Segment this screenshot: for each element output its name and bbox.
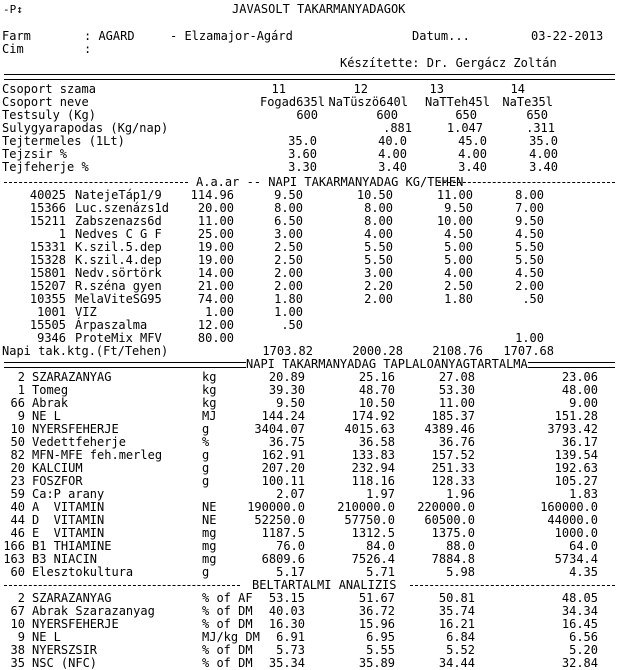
nutrient-name: SZARAZANYAG [32, 370, 112, 384]
feed-amount: 1.00 [515, 331, 544, 345]
nutrient-code: 66 [10, 396, 25, 410]
nutrient-value: 207.20 [261, 461, 305, 475]
group-value: 3.60 [288, 147, 317, 161]
group-row-label: Tejzsir % [2, 147, 68, 161]
feed-amount: 1.80 [274, 292, 303, 306]
feed-price: 25.00 [197, 227, 234, 241]
nutrient-value: 44000.0 [547, 513, 598, 527]
analysis-code: 35 [10, 656, 25, 670]
dash-divider [4, 182, 188, 183]
feed-amount: 4.50 [515, 227, 544, 241]
nutrient-unit: % [202, 435, 210, 449]
feed-name: VIZ [75, 305, 97, 319]
cost-value: 1707.68 [503, 344, 554, 358]
nutrient-value: 25.16 [358, 370, 395, 384]
feed-amount: 2.00 [274, 279, 303, 293]
feed-code: 15207 [29, 279, 66, 293]
group-value: 650 [526, 108, 548, 122]
group-value: 650 [455, 108, 477, 122]
farm-name: - Elzamajor-Agárd [170, 29, 293, 43]
nutrient-value: 4389.46 [424, 422, 475, 436]
nutrient-value: 232.94 [351, 461, 395, 475]
analysis-value: 35.74 [438, 604, 475, 618]
feed-amount: 4.00 [444, 266, 473, 280]
nutrient-value: 7884.8 [431, 552, 475, 566]
group-value: Fogad635l [259, 95, 325, 109]
feed-price: 19.00 [197, 253, 234, 267]
nutrient-value: 9.50 [276, 396, 305, 410]
feed-amount: 5.50 [364, 240, 393, 254]
feed-code: 15801 [29, 266, 66, 280]
analysis-value: 32.84 [561, 656, 598, 670]
analysis-name: NE L [32, 630, 61, 644]
nutrient-value: 1.83 [569, 487, 598, 501]
feed-price: 80.00 [197, 331, 234, 345]
analysis-value: 6.56 [569, 630, 598, 644]
analysis-value: 5.20 [569, 643, 598, 657]
group-value: 4.00 [378, 147, 407, 161]
group-value: 3.40 [529, 160, 558, 174]
nutrient-name: D VITAMIN [32, 513, 105, 527]
nutrient-value: 36.17 [561, 435, 598, 449]
group-value: NaTTeh45l [424, 95, 490, 109]
analysis-value: 16.21 [438, 617, 475, 631]
nutrient-code: 10 [10, 422, 25, 436]
nutrient-value: 53.30 [438, 383, 475, 397]
nutrient-value: 220000.0 [417, 500, 475, 514]
nutrient-code: 23 [10, 474, 25, 488]
group-value: 40.0 [378, 134, 407, 148]
analysis-unit: % of AF [202, 591, 253, 605]
nutrient-name: Tomeg [32, 383, 69, 397]
nutrient-code: 20 [10, 461, 25, 475]
nutrient-value: 57750.0 [344, 513, 395, 527]
feed-name: ProteMix MFV [75, 331, 162, 345]
nutrient-value: 185.37 [431, 409, 475, 423]
nutrient-value: 11.00 [438, 396, 475, 410]
nutrient-name: NE L [32, 409, 61, 423]
nutrient-value: 192.63 [554, 461, 598, 475]
nutrient-code: 44 [10, 513, 25, 527]
feed-code: 15328 [29, 253, 66, 267]
nutrient-value: 118.16 [351, 474, 395, 488]
analysis-value: 34.44 [438, 656, 475, 670]
feed-amount: 5.50 [364, 253, 393, 267]
nutrient-value: 1.96 [446, 487, 475, 501]
analysis-value: 6.91 [276, 630, 305, 644]
nutrient-unit: g [202, 448, 210, 462]
nutrient-value: 76.0 [276, 539, 305, 553]
group-value: 4.00 [529, 147, 558, 161]
nutrient-value: 2.07 [276, 487, 305, 501]
feed-amount: 8.00 [364, 214, 393, 228]
nutrient-value: 60500.0 [424, 513, 475, 527]
nutrient-code: 9 [17, 409, 25, 423]
feed-amount: 6.50 [274, 214, 303, 228]
group-row-label: Tejtermeles (1Lt) [2, 134, 125, 148]
group-value: 45.0 [458, 134, 487, 148]
group-value: 1.047 [446, 121, 483, 135]
nutrient-value: 7526.4 [351, 552, 395, 566]
feed-amount: 2.00 [515, 279, 544, 293]
analysis-header: BELTARTALMI ANALIZIS [252, 578, 397, 592]
nutrient-name: FOSZFOR [32, 474, 83, 488]
nutrient-value: 84.0 [366, 539, 395, 553]
nutrient-unit: NE [202, 500, 217, 514]
feed-amount: 5.00 [444, 253, 473, 267]
feed-amount: .50 [522, 292, 544, 306]
feed-price: 74.00 [197, 292, 234, 306]
analysis-code: 67 [10, 604, 25, 618]
nutrient-value: 139.54 [554, 448, 598, 462]
analysis-name: Abrak Szarazanyag [32, 604, 155, 618]
nutrient-unit: NE [202, 513, 217, 527]
feed-price: 14.00 [197, 266, 234, 280]
feed-code: 15331 [29, 240, 66, 254]
nutrient-value: 3404.07 [254, 422, 305, 436]
group-value: 3.30 [288, 160, 317, 174]
feed-code: 15366 [29, 201, 66, 215]
analysis-value: 35.34 [268, 656, 305, 670]
group-value: 11 [271, 82, 286, 96]
analysis-name: NYERSZSIR [32, 643, 98, 657]
feed-amount: 10.50 [356, 188, 393, 202]
analysis-value: 51.67 [358, 591, 395, 605]
analysis-unit: % of DM [202, 656, 253, 670]
feed-amount: 5.50 [515, 253, 544, 267]
feed-price: 20.00 [197, 201, 234, 215]
group-value: 3.40 [458, 160, 487, 174]
feed-amount: 8.00 [274, 201, 303, 215]
dash-divider [4, 585, 240, 586]
double-divider [4, 74, 615, 80]
analysis-code: 2 [17, 591, 25, 605]
nutrient-value: 1000.0 [554, 526, 598, 540]
feed-amount: 2.50 [274, 253, 303, 267]
group-value: .311 [526, 121, 555, 135]
nutrient-value: 190000.0 [247, 500, 305, 514]
feed-name: K.szil.5.dep [75, 240, 162, 254]
feed-name: Nedves C G F [75, 227, 162, 241]
nutrient-unit: g [202, 422, 210, 436]
feed-name: Árpaszalma [75, 318, 148, 332]
nutrient-unit: g [202, 461, 210, 475]
feed-amount: 1.00 [274, 305, 303, 319]
feeds-header: A.a.ar -- NAPI TAKARMANYADAG KG/TEHEN [196, 175, 464, 189]
nutrient-name: B1 THIAMINE [32, 539, 112, 553]
nutrient-unit: mg [202, 552, 217, 566]
feed-amount: 4.00 [364, 227, 393, 241]
feed-name: NatejeTáp1/9 [75, 188, 162, 202]
feed-amount: 5.50 [515, 240, 544, 254]
feed-amount: 3.00 [364, 266, 393, 280]
report-title: JAVASOLT TAKARMANYADAGOK [232, 2, 406, 16]
nutrient-name: KALCIUM [32, 461, 83, 475]
group-value: 35.0 [288, 134, 317, 148]
analysis-value: 16.30 [268, 617, 305, 631]
feed-amount: 4.50 [515, 266, 544, 280]
group-value: 600 [296, 108, 318, 122]
feed-amount: 2.50 [444, 279, 473, 293]
nutrient-value: 160000.0 [540, 500, 598, 514]
analysis-unit: % of DM [202, 604, 253, 618]
nutrient-value: 1187.5 [261, 526, 305, 540]
date-value: 03-22-2013 [531, 29, 604, 43]
nutrient-code: 46 [10, 526, 25, 540]
group-value: 12 [353, 82, 368, 96]
nutrient-value: 151.28 [554, 409, 598, 423]
group-value: 35.0 [529, 134, 558, 148]
nutrient-code: 59 [10, 487, 25, 501]
nutrient-value: 52250.0 [254, 513, 305, 527]
dash-divider [438, 182, 615, 183]
analysis-unit: MJ/kg DM [202, 630, 260, 644]
analysis-value: 40.03 [268, 604, 305, 618]
group-value: .881 [383, 121, 412, 135]
nutrient-code: 40 [10, 500, 25, 514]
feed-amount: .50 [281, 318, 303, 332]
nutrient-value: 3793.42 [547, 422, 598, 436]
feed-amount: 2.00 [274, 266, 303, 280]
analysis-code: 38 [10, 643, 25, 657]
feed-amount: 9.50 [515, 214, 544, 228]
nutrient-value: 48.70 [358, 383, 395, 397]
analysis-value: 16.45 [561, 617, 598, 631]
group-row-label: Csoport neve [2, 95, 89, 109]
nutrient-value: 27.08 [438, 370, 475, 384]
nutrient-unit: mg [202, 526, 217, 540]
analysis-value: 15.96 [358, 617, 395, 631]
analysis-value: 50.81 [438, 591, 475, 605]
analysis-value: 34.34 [561, 604, 598, 618]
nutrient-value: 4.35 [569, 565, 598, 579]
feed-name: Nedv.sörtörk [75, 266, 162, 280]
nutrient-unit: MJ [202, 409, 217, 423]
analysis-name: SZARAZANYAG [32, 591, 112, 605]
nutrient-value: 23.06 [561, 370, 598, 384]
feed-code: 40025 [29, 188, 66, 202]
feed-amount: 3.00 [274, 227, 303, 241]
nutrient-value: 133.83 [351, 448, 395, 462]
feed-name: Luc.szenázs1d [75, 201, 169, 215]
author: Készítette: Dr. Gergácz Zoltán [340, 56, 557, 70]
cim-value: : [84, 42, 92, 56]
cost-value: 2000.28 [352, 344, 403, 358]
nutrient-value: 6809.6 [261, 552, 305, 566]
feed-code: 1 [58, 227, 66, 241]
nutrient-value: 36.75 [268, 435, 305, 449]
cost-value: 1703.82 [262, 344, 313, 358]
nutrient-value: 36.58 [358, 435, 395, 449]
nutrient-value: 144.24 [261, 409, 305, 423]
nutrient-code: 166 [3, 539, 25, 553]
feed-amount: 2.50 [274, 240, 303, 254]
feed-amount: 11.00 [436, 188, 473, 202]
feed-price: 21.00 [197, 279, 234, 293]
nutrient-unit: kg [202, 383, 217, 397]
group-value: NaTüszö640l [328, 95, 408, 109]
nutrient-value: 251.33 [431, 461, 475, 475]
nutrient-value: 157.52 [431, 448, 475, 462]
analysis-value: 53.15 [268, 591, 305, 605]
analysis-value: 5.73 [276, 643, 305, 657]
dash-divider [410, 585, 615, 586]
group-value: 13 [429, 82, 444, 96]
analysis-value: 35.89 [358, 656, 395, 670]
feed-price: 1.00 [205, 305, 234, 319]
feed-price: 12.00 [197, 318, 234, 332]
feed-code: 9346 [37, 331, 66, 345]
feed-code: 10355 [29, 292, 66, 306]
nutrient-name: Ca:P arany [32, 487, 105, 501]
analysis-value: 5.52 [446, 643, 475, 657]
farm-value: : AGARD [84, 29, 135, 43]
analysis-value: 48.05 [561, 591, 598, 605]
feed-name: R.széna gyen [75, 279, 162, 293]
feed-price: 11.00 [197, 214, 234, 228]
feed-amount: 9.50 [274, 188, 303, 202]
feed-code: 15505 [29, 318, 66, 332]
cim-label: Cim [2, 42, 24, 56]
group-row-label: Csoport szama [2, 82, 96, 96]
feed-amount: 4.50 [444, 227, 473, 241]
nutrient-name: E VITAMIN [32, 526, 105, 540]
nutrient-unit: g [202, 565, 210, 579]
group-row-label: Sulygyarapodas (Kg/nap) [2, 121, 169, 135]
nutrient-value: 10.50 [358, 396, 395, 410]
analysis-name: NSC (NFC) [32, 656, 98, 670]
group-row-label: Testsuly (Kg) [2, 108, 96, 122]
analysis-unit: % of DM [202, 643, 253, 657]
feed-amount: 8.00 [515, 188, 544, 202]
nutrient-code: 50 [10, 435, 25, 449]
nutrient-value: 5734.4 [554, 552, 598, 566]
nutrient-value: 5.98 [446, 565, 475, 579]
nutrient-value: 1.97 [366, 487, 395, 501]
group-value: 14 [510, 82, 525, 96]
date-label: Datum... [412, 29, 470, 43]
nutrient-name: A VITAMIN [32, 500, 105, 514]
nutrient-code: 2 [17, 370, 25, 384]
feed-price: 19.00 [197, 240, 234, 254]
feed-amount: 10.00 [436, 214, 473, 228]
nutrient-name: Elesztokultura [32, 565, 134, 579]
nutrient-value: 5.17 [276, 565, 305, 579]
nutrient-value: 1312.5 [351, 526, 395, 540]
nutrient-code: 1 [17, 383, 25, 397]
group-value: 3.40 [378, 160, 407, 174]
nutrient-value: 174.92 [351, 409, 395, 423]
nutrient-unit: g [202, 474, 210, 488]
menu-indicator[interactable]: -P↕ [3, 3, 23, 16]
feed-code: 15211 [29, 214, 66, 228]
cost-value: 2108.76 [432, 344, 483, 358]
nutrient-value: 9.00 [569, 396, 598, 410]
feed-price: 114.96 [190, 188, 234, 202]
feed-name: Zabszenazs6d [75, 214, 162, 228]
nutrient-value: 105.27 [554, 474, 598, 488]
feed-amount: 8.00 [364, 201, 393, 215]
feed-amount: 2.00 [364, 292, 393, 306]
nutrient-value: 64.0 [569, 539, 598, 553]
nutrient-unit: kg [202, 396, 217, 410]
nutrient-code: 163 [3, 552, 25, 566]
nutrients-header: NAPI TAKARMANYADAG TAPLALOANYAGTARTALMA [246, 357, 528, 371]
nutrient-value: 88.0 [446, 539, 475, 553]
nutrient-name: NYERSFEHERJE [32, 422, 119, 436]
nutrient-code: 82 [10, 448, 25, 462]
nutrient-unit: kg [202, 370, 217, 384]
analysis-value: 6.84 [446, 630, 475, 644]
analysis-value: 5.55 [366, 643, 395, 657]
feed-amount: 7.00 [515, 201, 544, 215]
nutrient-value: 1375.0 [431, 526, 475, 540]
nutrient-unit: mg [202, 539, 217, 553]
nutrient-code: 60 [10, 565, 25, 579]
nutrient-value: 36.76 [438, 435, 475, 449]
nutrient-value: 4015.63 [344, 422, 395, 436]
feed-amount: 9.50 [444, 201, 473, 215]
nutrient-value: 5.71 [366, 565, 395, 579]
nutrient-value: 20.89 [268, 370, 305, 384]
group-value: 600 [376, 108, 398, 122]
nutrient-value: 128.33 [431, 474, 475, 488]
nutrient-name: Abrak [32, 396, 69, 410]
analysis-value: 6.95 [366, 630, 395, 644]
feed-amount: 2.20 [364, 279, 393, 293]
nutrient-value: 210000.0 [337, 500, 395, 514]
analysis-code: 10 [10, 617, 25, 631]
analysis-name: NYERSFEHERJE [32, 617, 119, 631]
group-row-label: Tejfeherje % [2, 160, 89, 174]
cost-label: Napi tak.ktg.(Ft/Tehen) [2, 344, 169, 358]
nutrient-value: 48.00 [561, 383, 598, 397]
analysis-code: 9 [17, 630, 25, 644]
analysis-unit: % of DM [202, 617, 253, 631]
nutrient-value: 100.11 [261, 474, 305, 488]
feed-amount: 5.00 [444, 240, 473, 254]
feed-name: MelaViteSG95 [75, 292, 162, 306]
farm-label: Farm [2, 29, 31, 43]
nutrient-value: 162.91 [261, 448, 305, 462]
analysis-value: 36.72 [358, 604, 395, 618]
feed-code: 1001 [37, 305, 66, 319]
group-value: 4.00 [458, 147, 487, 161]
nutrient-name: MFN-MFE feh.merleg [32, 448, 163, 462]
nutrient-name: B3 NIACIN [32, 552, 98, 566]
feed-name: K.szil.4.dep [75, 253, 162, 267]
nutrient-value: 39.30 [268, 383, 305, 397]
group-value: NaTe35l [502, 95, 553, 109]
nutrient-name: Vedettfeherje [32, 435, 126, 449]
feed-amount: 1.80 [444, 292, 473, 306]
